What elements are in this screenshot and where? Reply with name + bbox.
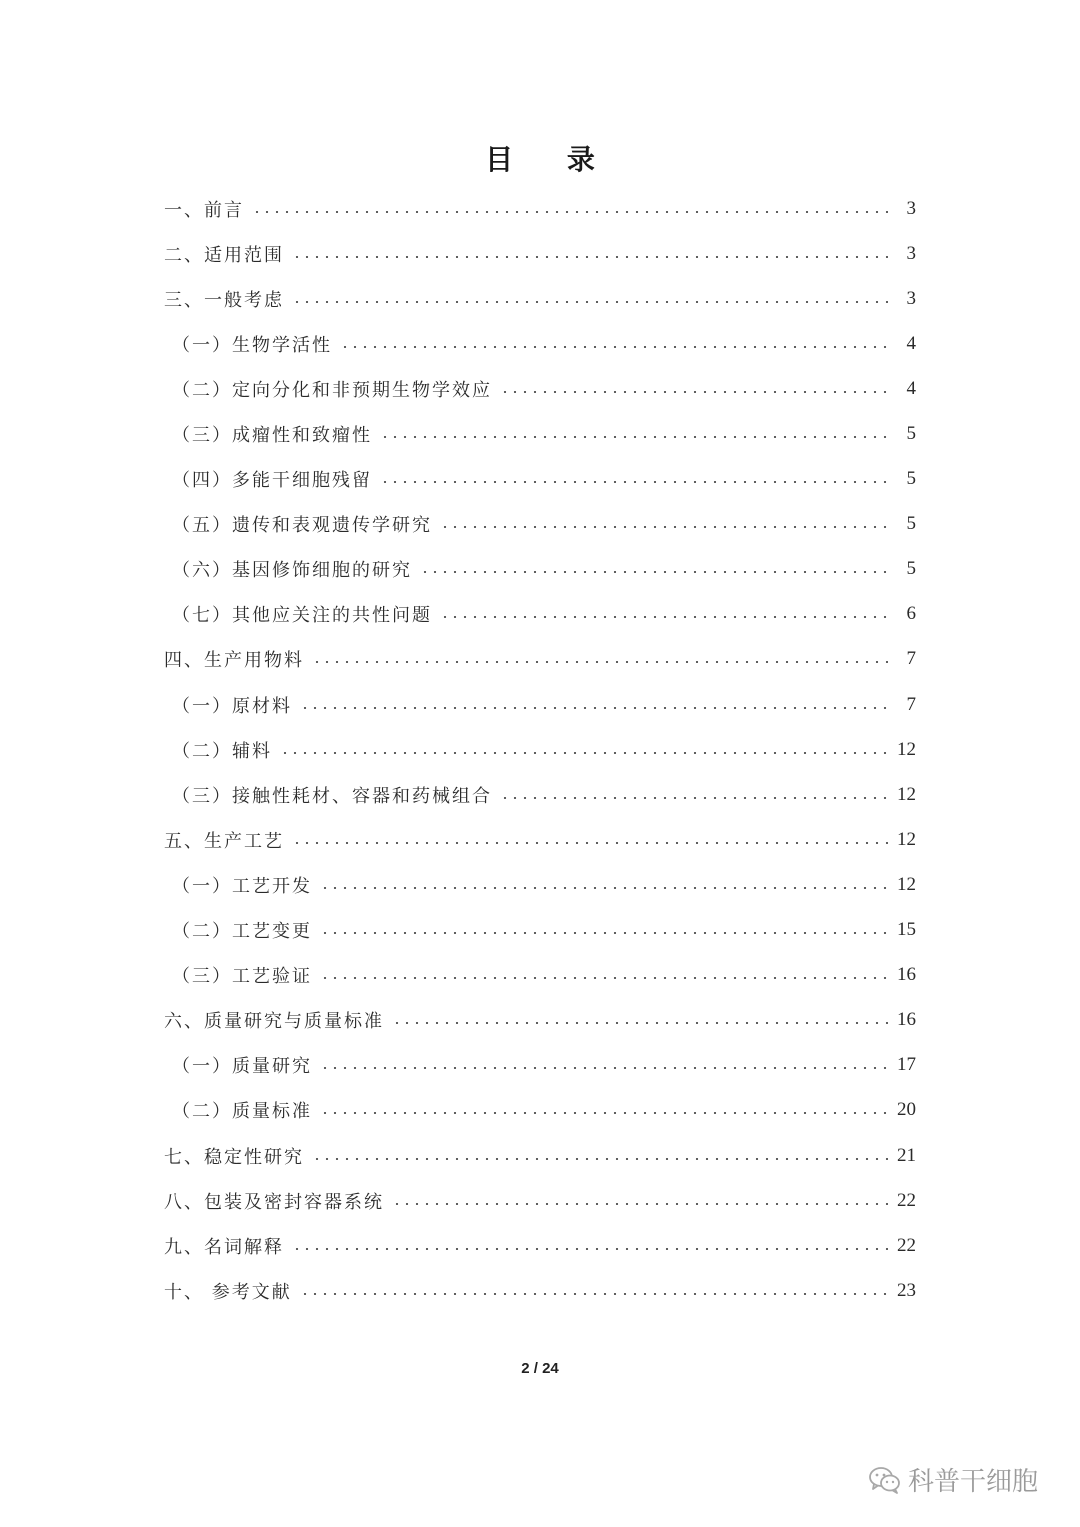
toc-dot-leader [380,481,888,483]
toc-entry-label: 二、适用范围 [164,241,288,267]
toc-entry-label: （一）工艺开发 [172,872,316,898]
toc-entry-label: （四）多能干细胞残留 [172,466,376,492]
toc-entry-page: 23 [897,1279,916,1301]
toc-entry-label: （三）工艺验证 [172,962,316,988]
toc-dot-leader [292,1248,888,1250]
toc-entry-page: 17 [897,1054,916,1076]
toc-dot-leader [392,1022,888,1024]
toc-entry-label: （一）生物学活性 [172,331,336,357]
toc-entry-page: 4 [906,332,916,354]
toc-entry[interactable] [164,276,916,321]
toc-dot-leader [392,1203,888,1205]
toc-entry-page: 5 [906,558,916,580]
toc-dot-leader [420,571,888,573]
toc-entry-label: 五、生产工艺 [164,827,288,853]
toc-entry-page: 16 [897,1009,916,1031]
toc-entry[interactable] [164,1088,916,1133]
toc-entry-label: （二）工艺变更 [172,917,316,943]
toc-entry-label: 六、质量研究与质量标准 [164,1007,388,1033]
toc-entry[interactable] [164,592,916,637]
toc-dot-leader [292,301,888,303]
toc-entry-label: （七）其他应关注的共性问题 [172,601,436,627]
toc-entry[interactable] [164,457,916,502]
toc-entry-page: 3 [906,287,916,309]
toc-dot-leader [252,211,888,213]
toc-entry-label: （二）定向分化和非预期生物学效应 [172,376,496,402]
toc-entry-label: （三）成瘤性和致瘤性 [172,421,376,447]
toc-entry-page: 22 [897,1234,916,1256]
toc-entry-page: 3 [906,242,916,264]
toc-dot-leader [500,391,888,393]
watermark-text: 科普干细胞 [908,1467,1039,1497]
toc-entry-label: （一）质量研究 [172,1052,316,1078]
toc-entry[interactable] [164,1268,916,1313]
toc-entry[interactable] [164,1223,916,1268]
toc-entry[interactable] [164,953,916,998]
toc-entry-page: 5 [906,513,916,535]
page-indicator: 2 / 24 [521,1360,559,1377]
toc-dot-leader [300,1293,888,1295]
toc-entry-page: 16 [897,964,916,986]
toc-dot-leader [312,1158,888,1160]
toc-entry-label: （六）基因修饰细胞的研究 [172,556,416,582]
toc-entry-label: （二）辅料 [172,737,276,763]
toc-entry[interactable] [164,682,916,727]
toc-entry-label: 三、一般考虑 [164,286,288,312]
toc-entry-page: 5 [906,468,916,490]
toc-entry-page: 12 [897,783,916,805]
toc-dot-leader [312,661,888,663]
toc-entry-label: 八、包装及密封容器系统 [164,1188,388,1214]
toc-entry-label: （五）遗传和表观遗传学研究 [172,511,436,537]
wechat-icon [868,1466,902,1494]
toc-entry-label: 十、 参考文献 [164,1278,296,1304]
toc-entry[interactable] [164,727,916,772]
toc-entry-label: 一、前言 [164,196,248,222]
toc-entry[interactable] [164,231,916,276]
toc-entry-label: 七、稳定性研究 [164,1143,308,1169]
toc-entry-page: 15 [897,919,916,941]
toc-entry[interactable] [164,1043,916,1088]
toc-dot-leader [340,346,888,348]
toc-entry[interactable] [164,817,916,862]
toc-entry-page: 7 [906,693,916,715]
toc-entry[interactable] [164,637,916,682]
toc-entry[interactable] [164,321,916,366]
toc-entry-page: 21 [897,1144,916,1166]
toc-entry-page: 12 [897,828,916,850]
toc-entry-page: 12 [897,738,916,760]
toc-entry[interactable] [164,908,916,953]
toc-dot-leader [292,256,888,258]
toc-dot-leader [292,842,888,844]
toc-entry-page: 6 [906,603,916,625]
toc-dot-leader [500,797,888,799]
toc-entry[interactable] [164,998,916,1043]
toc-entry[interactable] [164,186,916,231]
toc-dot-leader [440,526,888,528]
toc-entry[interactable] [164,1178,916,1223]
toc-entry-page: 3 [906,197,916,219]
watermark [868,1461,1038,1498]
toc-entry[interactable] [164,366,916,411]
page-title: 目 录 [485,143,617,176]
toc-dot-leader [440,616,888,618]
toc-entry[interactable] [164,862,916,907]
toc-entry-page: 5 [906,423,916,445]
toc-entry-label: （一）原材料 [172,692,296,718]
toc-entry-page: 4 [906,377,916,399]
toc-entry[interactable] [164,502,916,547]
table-of-contents [164,186,916,1313]
toc-entry-label: 九、名词解释 [164,1233,288,1259]
toc-entry-label: （二）质量标准 [172,1097,316,1123]
toc-dot-leader [320,932,888,934]
toc-entry[interactable] [164,547,916,592]
toc-dot-leader [280,752,888,754]
toc-dot-leader [320,1067,888,1069]
toc-dot-leader [300,707,888,709]
toc-entry-label: 四、生产用物料 [164,646,308,672]
toc-entry-label: （三）接触性耗材、容器和药械组合 [172,782,496,808]
toc-entry-page: 20 [897,1099,916,1121]
toc-entry[interactable] [164,411,916,456]
toc-entry-page: 12 [897,873,916,895]
toc-dot-leader [320,977,888,979]
toc-dot-leader [320,1112,888,1114]
toc-dot-leader [320,887,888,889]
toc-dot-leader [380,436,888,438]
toc-entry[interactable] [164,1133,916,1178]
toc-entry[interactable] [164,772,916,817]
toc-entry-page: 7 [906,648,916,670]
toc-entry-page: 22 [897,1189,916,1211]
